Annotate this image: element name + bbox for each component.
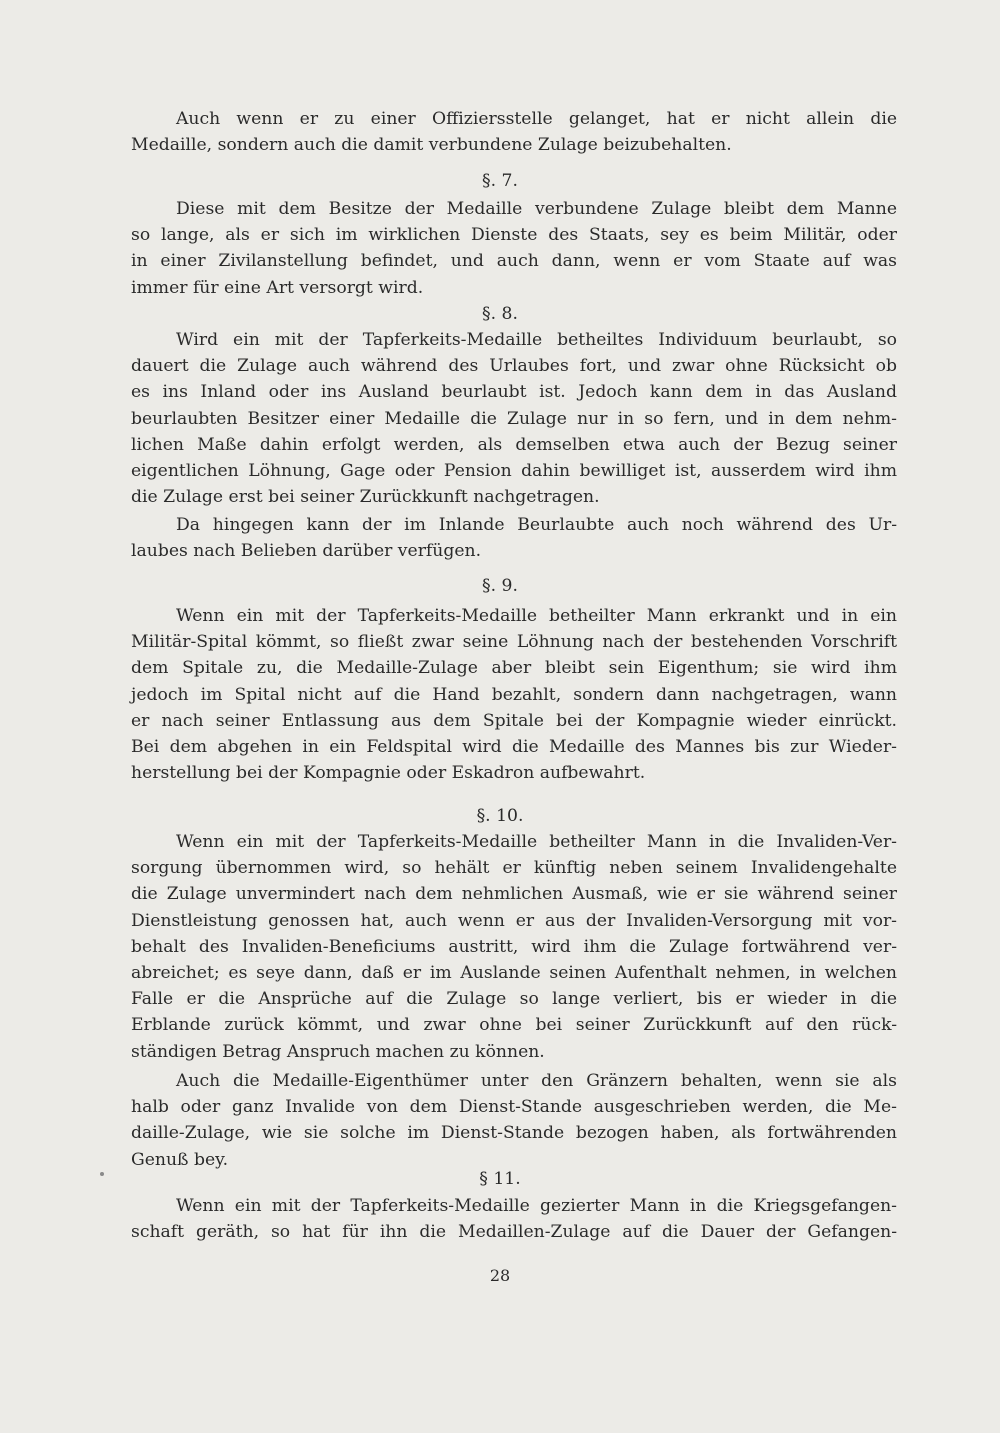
- stray-mark: [100, 1172, 104, 1176]
- text-line: Auch wenn er zu einer Offiziersstelle gelanget, hat er nicht allein die: [176, 109, 897, 129]
- paragraph-section-10: [131, 829, 897, 1065]
- section-heading-9: §. 9.: [482, 576, 518, 596]
- paragraph-graenzer: [131, 1068, 897, 1173]
- text-line: Erblande zurück kömmt, und zwar ohne bei seiner Zurückkunft auf den rück-: [131, 1015, 897, 1036]
- text-line: dauert die Zulage auch während des Urlaubes fort, und zwar ohne Rücksicht ob: [131, 356, 897, 377]
- text-line: immer für eine Art versorgt wird.: [131, 277, 424, 298]
- text-line: jedoch im Spital nicht auf die Hand bezahlt, sondern dann nachgetragen, wann: [131, 684, 897, 705]
- text-line: abreichet; es seye dann, daß er im Auslande seinen Aufenthalt nehmen, in welchen: [131, 963, 897, 984]
- section-heading-11: § 11.: [479, 1169, 521, 1189]
- text-line: Wird ein mit der Tapferkeits-Medaille betheiltes Individuum beurlaubt, so: [176, 330, 897, 350]
- text-line: es ins Inland oder ins Ausland beurlaubt ist. Jedoch kann dem in das Ausland: [131, 382, 897, 403]
- text-line: Da hingegen kann der im Inlande Beurlaubte auch noch während des Ur-: [176, 515, 897, 535]
- paragraph-offiziersstelle: [131, 106, 897, 158]
- paragraph-inland: [131, 512, 897, 564]
- paragraph-section-7: [131, 196, 897, 301]
- text-line: beurlaubten Besitzer einer Medaille die Zulage nur in so fern, und in dem nehm-: [131, 408, 897, 429]
- text-line: laubes nach Belieben darüber verfügen.: [131, 541, 482, 562]
- text-line: herstellung bei der Kompagnie oder Eskadron aufbewahrt.: [131, 763, 646, 784]
- text-line: lichen Maße dahin erfolgt werden, als demselben etwa auch der Bezug seiner: [131, 434, 897, 455]
- text-line: daille-Zulage, wie sie solche im Dienst-Stande bezogen haben, als fortwährenden: [131, 1123, 897, 1144]
- text-line: eigentlichen Löhnung, Gage oder Pension dahin bewilliget ist, ausserdem wird ihm: [131, 461, 897, 482]
- text-line: sorgung übernommen wird, so hehält er künftig neben seinem Invalidengehalte: [131, 858, 897, 879]
- text-line: Militär-Spital kömmt, so fließt zwar seine Löhnung nach der bestehenden Vorschrift: [131, 632, 897, 653]
- paragraph-section-9: [131, 603, 897, 786]
- text-line: Wenn ein mit der Tapferkeits-Medaille gezierter Mann in die Kriegsgefangen-: [176, 1196, 897, 1216]
- text-line: dem Spitale zu, die Medaille-Zulage aber bleibt sein Eigenthum; sie wird ihm: [131, 658, 897, 679]
- paragraph-section-11: [131, 1193, 897, 1245]
- text-line: die Zulage erst bei seiner Zurückkunft nachgetragen.: [131, 487, 600, 508]
- text-line: halb oder ganz Invalide von dem Dienst-Stande ausgeschrieben werden, die Me-: [131, 1097, 897, 1118]
- text-line: Dienstleistung genossen hat, auch wenn er aus der Invaliden-Versorgung mit vor-: [131, 910, 897, 931]
- text-line: Diese mit dem Besitze der Medaille verbundene Zulage bleibt dem Manne: [176, 199, 897, 219]
- text-line: er nach seiner Entlassung aus dem Spitale bei der Kompagnie wieder einrückt.: [131, 710, 897, 731]
- text-line: Genuß bey.: [131, 1149, 229, 1170]
- text-line: behalt des Invaliden-Beneficiums austritt, wird ihm die Zulage fortwährend ver-: [131, 936, 897, 957]
- text-line: Medaille, sondern auch die damit verbundene Zulage beizubehalten.: [131, 135, 732, 156]
- text-line: schaft geräth, so hat für ihn die Medaillen-Zulage auf die Dauer der Gefangen-: [131, 1222, 897, 1243]
- text-line: die Zulage unvermindert nach dem nehmlichen Ausmaß, wie er sie während seiner: [131, 884, 897, 905]
- text-line: in einer Zivilanstellung befindet, und auch dann, wenn er vom Staate auf was: [131, 251, 897, 272]
- text-line: Bei dem abgehen in ein Feldspital wird die Medaille des Mannes bis zur Wieder-: [131, 737, 897, 758]
- section-heading-8: §. 8.: [482, 304, 518, 324]
- section-heading-7: §. 7.: [482, 171, 518, 191]
- text-line: Auch die Medaille-Eigenthümer unter den Gränzern behalten, wenn sie als: [176, 1071, 897, 1091]
- text-line: Wenn ein mit der Tapferkeits-Medaille betheilter Mann erkrankt und in ein: [176, 606, 897, 626]
- paragraph-section-8: [131, 327, 897, 510]
- page-number: 28: [489, 1266, 511, 1285]
- text-line: ständigen Betrag Anspruch machen zu können.: [131, 1041, 545, 1062]
- text-line: so lange, als er sich im wirklichen Dienste des Staats, sey es beim Militär, oder: [131, 225, 897, 246]
- section-heading-10: §. 10.: [476, 806, 524, 826]
- text-line: Wenn ein mit der Tapferkeits-Medaille betheilter Mann in die Invaliden-Ver-: [176, 832, 897, 852]
- text-line: Falle er die Ansprüche auf die Zulage so lange verliert, bis er wieder in die: [131, 989, 897, 1010]
